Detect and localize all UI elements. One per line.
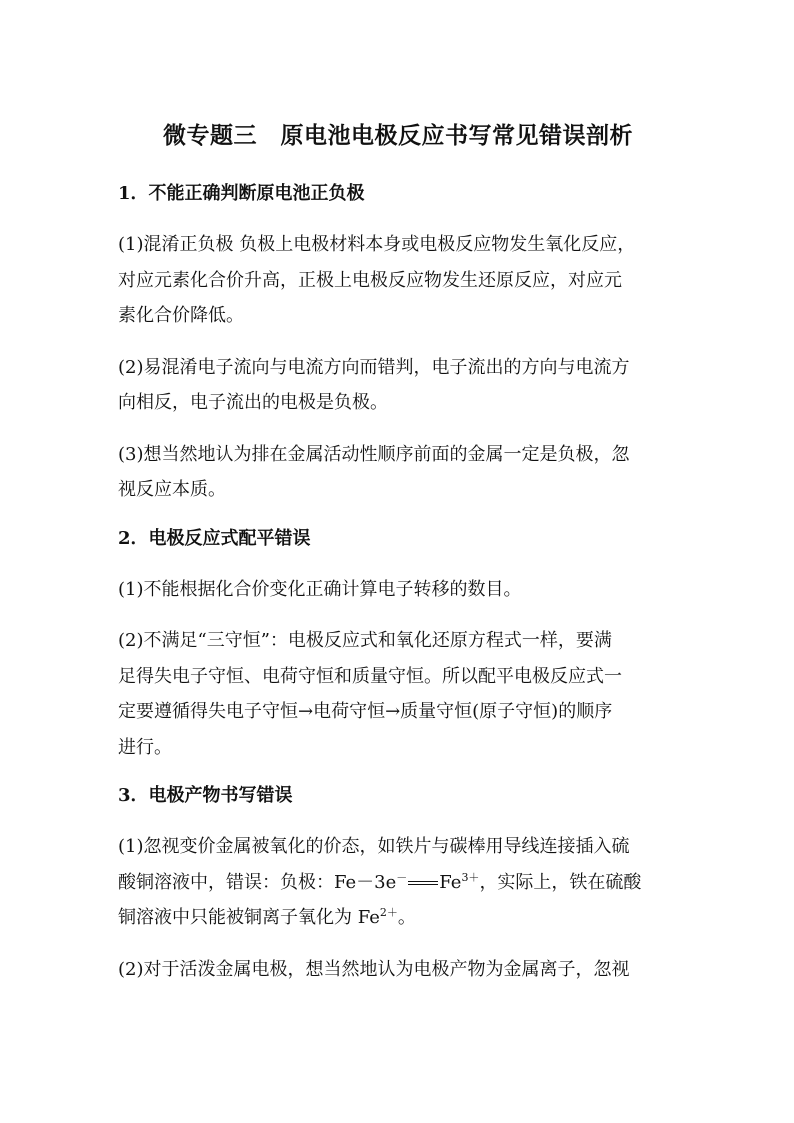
text-line: 足得失电子守恒、电荷守恒和质量守恒。所以配平电极反应式一 [118,665,622,687]
text-line: 素化合价降低。 [118,305,244,326]
section-heading-1: 1．不能正确判断原电池正负极 [118,183,365,204]
text-line: 视反应本质。 [118,479,226,500]
paragraph-1-2 [118,350,678,421]
text-line: (1)忽视变价金属被氧化的价态，如铁片与碳棒用导线连接插入硫 [118,836,630,857]
charge-superscript: 2＋ [379,906,398,919]
text-line: (2)易混淆电子流向与电流方向而错判，电子流出的方向与电流方 [118,356,630,378]
section-heading-2: 2．电极反应式配平错误 [118,527,311,549]
text-line-equation [118,865,678,901]
document-page [118,118,678,1003]
paragraph-3-1 [118,829,678,936]
page-title: 微专题三 原电池电极反应书写常见错误剖析 [163,122,633,149]
text-segment: 。 [397,907,416,928]
paragraph-3-2 [118,952,678,988]
text-line [118,900,678,936]
paragraph-2-1 [118,572,678,608]
charge-superscript: 3＋ [461,870,480,884]
text-line: 进行。 [118,736,172,758]
paragraph-1-3 [118,437,678,508]
equation-product: Fe [439,871,462,893]
text-line: (1)混淆正负极 负极上电极材料本身或电极反应物发生氧化反应， [118,234,636,255]
text-line: (2)不满足“三守恒”：电极反应式和氧化还原方程式一样，要满 [118,630,612,651]
text-line: 定要遵循得失电子守恒→电荷守恒→质量守恒(原子守恒)的顺序 [118,701,613,722]
double-line-icon [408,881,438,885]
equation-sign [407,865,439,901]
section-heading-3: 3．电极产物书写错误 [118,785,293,806]
paragraph-2-2 [118,623,678,765]
text-line: 对应元素化合价升高，正极上电极反应物发生还原反应，对应元 [118,269,622,291]
text-line: (3)想当然地认为排在金属活动性顺序前面的金属一定是负极，忽 [118,443,630,465]
text-segment: 铜溶液中只能被铜离子氧化为 Fe [118,907,380,928]
text-line: (1)不能根据化合价变化正确计算电子转移的数目。 [118,578,522,600]
charge-superscript: － [396,870,408,884]
text-line: 向相反，电子流出的电极是负极。 [118,392,388,413]
text-line: (2)对于活泼金属电极，想当然地认为电极产物为金属离子，忽视 [118,958,630,980]
paragraph-1-1 [118,227,678,334]
equation-tail: ，实际上，铁在硫酸 [479,871,642,893]
equation-left: 酸铜溶液中，错误：负极：Fe－3e [118,871,397,893]
